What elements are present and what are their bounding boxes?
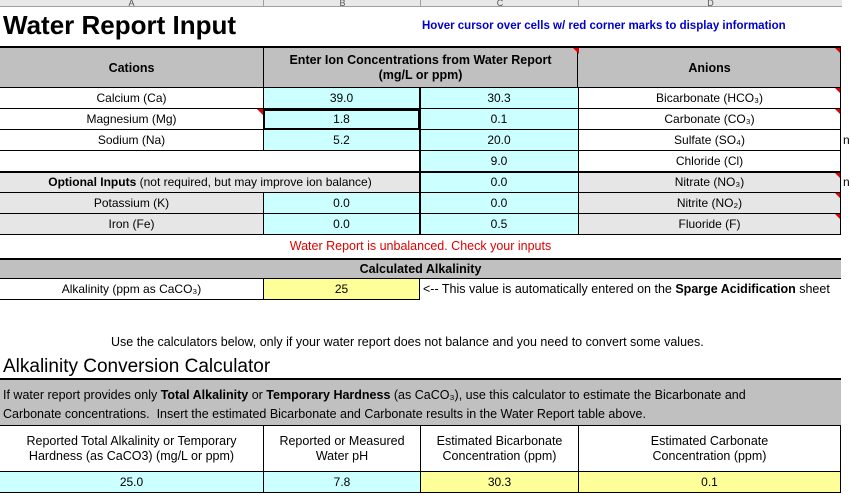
grid-line [419, 88, 421, 235]
grid-line [578, 88, 579, 235]
anion-label-chloride: Chloride (Cl) [578, 151, 841, 172]
balance-status: Water Report is unbalanced. Check your inputs [289, 238, 552, 253]
desc-text: (as CaCO₃), use this calculator to estimate the Bicarbonate and [390, 388, 746, 402]
estimated-carbonate-value: 0.1 [578, 472, 841, 493]
anion-label-nitrate: Nitrate (NO₃) [578, 173, 841, 193]
hover-hint: Hover cursor over cells w/ red corner marks to display information [422, 20, 786, 32]
estimated-bicarbonate-value: 30.3 [420, 472, 578, 493]
header-line: Water pH [315, 448, 369, 463]
header-line: Estimated Carbonate [650, 433, 769, 448]
desc-text: or [248, 388, 267, 402]
grid-line [263, 88, 264, 151]
iron-input[interactable]: 0.0 [263, 214, 420, 235]
column-letter: D [707, 0, 714, 8]
column-letter: C [496, 0, 504, 8]
desc-bold: Total Alkalinity [160, 388, 249, 402]
fluoride-input[interactable]: 0.5 [420, 214, 578, 235]
magnesium-input[interactable]: 1.8 [263, 109, 420, 130]
optional-label-bold: Optional Inputs [48, 175, 137, 190]
column-letter: A [128, 0, 135, 8]
anions-header: Anions [578, 48, 841, 88]
anion-label-sulfate: Sulfate (SO₄) [578, 130, 841, 151]
nitrite-input[interactable]: 0.0 [420, 193, 578, 214]
carbonate-input[interactable]: 0.1 [420, 109, 578, 130]
bicarbonate-input[interactable]: 30.3 [420, 88, 578, 109]
total-alkalinity-input[interactable]: 25.0 [0, 472, 263, 493]
alkalinity-label: Alkalinity (ppm as CaCO₃) [0, 279, 263, 300]
chloride-input[interactable]: 9.0 [420, 151, 578, 172]
optional-label-rest: (not required, but may improve ion balance) [136, 175, 372, 190]
cation-label-empty [0, 151, 420, 172]
anion-label-nitrite: Nitrite (NO₂) [578, 193, 841, 214]
calculated-alkalinity-header: Calculated Alkalinity [0, 258, 841, 279]
calc-header-total-alkalinity [0, 426, 263, 472]
header-line: Concentration (ppm) [652, 448, 767, 463]
desc-bold: Temporary Hardness [266, 388, 391, 402]
comment-marker-icon[interactable] [573, 48, 579, 54]
nitrate-input[interactable]: 0.0 [420, 173, 578, 193]
cation-label-potassium: Potassium (K) [0, 193, 263, 214]
cation-label-iron: Iron (Fe) [0, 214, 263, 235]
grid-line [840, 46, 841, 235]
header-line: Concentration (ppm) [442, 448, 557, 463]
overflow-text: n [843, 175, 850, 189]
alkalinity-note [423, 282, 830, 296]
sulfate-input[interactable]: 20.0 [420, 130, 578, 151]
calculator-description [0, 378, 841, 426]
note-prefix: <-- This value is automatically entered on the [423, 282, 676, 296]
header-line: Reported Total Alkalinity or Temporary [26, 433, 237, 448]
header-line: Reported or Measured [279, 433, 405, 448]
potassium-input[interactable]: 0.0 [263, 193, 420, 214]
cation-label-sodium: Sodium (Na) [0, 130, 263, 151]
sparge-acidification-ref: Sparge Acidification [675, 282, 796, 296]
cations-header: Cations [0, 48, 263, 88]
column-header-a[interactable] [0, 0, 263, 7]
anion-label-fluoride: Fluoride (F) [578, 214, 841, 235]
page-title: Water Report Input [3, 10, 237, 40]
calculator-title: Alkalinity Conversion Calculator [3, 356, 271, 377]
desc-text: If water report provides only [3, 388, 161, 402]
column-header-c[interactable] [420, 0, 579, 7]
sodium-input[interactable]: 5.2 [263, 130, 420, 151]
note-suffix: sheet [795, 282, 830, 296]
header-line: Estimated Bicarbonate [436, 433, 563, 448]
description-line-2: Carbonate concentrations. Insert the estimated Bicarbonate and Carbonate results in the Water Report table above. [3, 407, 646, 421]
anion-label-carbonate: Carbonate (CO₃) [578, 109, 841, 130]
calcium-input[interactable]: 39.0 [263, 88, 420, 109]
column-letter: B [339, 0, 346, 8]
header-line: Hardness (as CaCO3) (mg/L or ppm) [28, 448, 235, 463]
cation-label-calcium: Calcium (Ca) [0, 88, 263, 109]
calculator-instructions: Use the calculators below, only if your water report does not balance and you need to convert some values. [111, 335, 704, 349]
cation-label-magnesium: Magnesium (Mg) [0, 109, 263, 130]
description-line-1 [3, 386, 841, 405]
overflow-text: n [843, 133, 850, 147]
ion-concentration-header: Enter Ion Concentrations from Water Report (mg/L or ppm) [263, 48, 578, 88]
column-header-d[interactable] [578, 0, 842, 7]
anion-label-bicarbonate: Bicarbonate (HCO₃) [578, 88, 841, 109]
alkalinity-value: 25 [263, 279, 420, 300]
calc-header-carbonate [578, 426, 841, 472]
ph-input[interactable]: 7.8 [263, 472, 420, 493]
calc-header-ph [263, 426, 420, 472]
column-header-b[interactable] [263, 0, 421, 7]
calc-header-bicarbonate [420, 426, 578, 472]
optional-inputs-label [0, 173, 420, 193]
grid-line [263, 193, 264, 235]
